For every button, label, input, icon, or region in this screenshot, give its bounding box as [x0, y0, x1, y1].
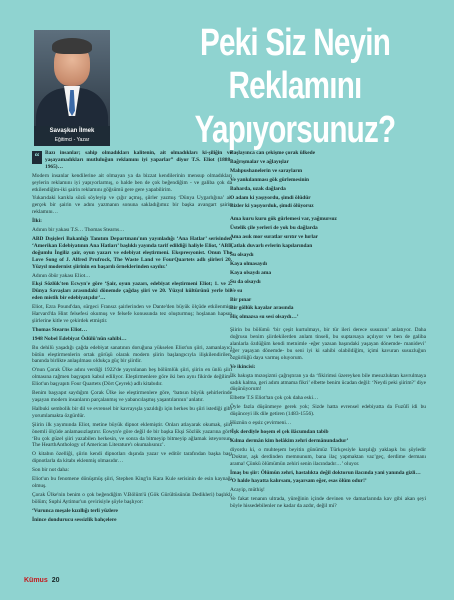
paragraph: diyordu ki, o muhteşem beyitin günümüz Türkçesiyle karşılığı yaklaşık bu şöyledir ‘Doktor, aşk derdinden memnunum, bana ilaç yapmaktan vaz’geç, derdime dermanı arama! Çünkü ölümümün zehiri senin ilacındadır…’ oluyor.: [230, 446, 426, 467]
poem-line: ‘İşk derdiyle hoşem el çek ilâcumdan tabib: [230, 429, 329, 435]
poem-line: Baharda, uzak dağlarda: [230, 185, 286, 192]
poem-line: O adam ki yaşıyordu, şimdi ölüdür: [230, 194, 311, 201]
author-name: Savaşkan İlmek: [49, 128, 95, 134]
poem-line: ‘Vurunca meşale kızıllığı terli yüzlere: [32, 507, 118, 514]
article-title: [190, 22, 401, 152]
paragraph: Adının öbür yakası Eliot…: [32, 272, 91, 279]
poem-line: Su da olsaydı: [230, 278, 261, 285]
paragraph: Bu dehilü yaşadığı çağda edebiyat sanatının doruğuna yükselen Eliot'un şiiri, zamanlayıcı bütün eleştirmenlerin ortak görüşü olarak modern şiirin başlangıcıyla ilişkilendirilen, banında birlikte anlaşılması oldukça güç bir şiirdir.: [32, 344, 232, 365]
poem-line: Kaya olsaydı ama: [230, 269, 272, 276]
poem-line: Kılma dermân kim helâkim zehri dermânundadur’: [230, 437, 349, 444]
paragraph: Benim başyapıt saydığım Çorak Ülke ise eleştirmenlere göre, ‘batısın büyük şehirlerinde yaşayan modern insanların parçalanmış ve yabancılaşmış yaşantılarının’ anlatır.: [32, 390, 232, 403]
paragraph: Modern insanlar kendilerine ait olmayan ya da bizzat kendilerinin mensup olmadıkları şeylerin reklamını iyi yapıyorlarmış, o halde ben de çok beğendiğim - ve galiba çok da etkilendiğim-iki şairin reklamını göğsümü gere gere yapabilirim.: [32, 172, 232, 193]
paragraph: İmaş bu şiir: Ölümün zehri, hastalıkta değil doktorun ilacında yani yanında gizli…: [230, 469, 421, 476]
poem-line: Hiç olmazsa su sesi olsaydı…’: [230, 314, 299, 321]
paragraph: Son bir not daha:: [32, 467, 69, 474]
paragraph: Ve ikincisi:: [230, 363, 256, 370]
right-column: [230, 150, 426, 512]
paragraph: Ve fakat tenanın ultrada, yüreğinin içinde devinen ve damarlarında kav gibi akan şeyi böyle hissedebilenler ne kadar da azdır, değil mi?: [230, 496, 426, 510]
title-line-1: Peki Siz Neyin: [199, 22, 391, 64]
author-caption: [34, 126, 110, 146]
poem-line: Bir göllük kayalar arasında: [230, 305, 294, 312]
paragraph: Acayip, müthiş!: [230, 487, 265, 494]
paragraph: Öyle fazla düşünmeye gerek yok; Sizde hatta evrensel edebiyatta da Fuzûlî idi bu düşünceyi ilk dile getiren (1483-1556).: [230, 404, 426, 418]
quote-mark-icon: “: [32, 151, 42, 164]
poem-line: Ama asık mor suratlar sırıtır ve hırlar: [230, 234, 319, 241]
poem-line: Bir pınar: [230, 296, 252, 303]
poem-line: İnince dondurucu sessizlik bahçelere: [32, 516, 117, 523]
paragraph: O'nun Çorak Ülke adını verdiği 1922'de yayınlanan beş bölümlük şiiri, şiirin en ünlü şiiri olmasına rağmen başyapıtı kabul ediliyor. Eleştirmenlere göre iki ben aynı fikirde değilim-Eliot'un başyapıtı Four Quartets (Dört Çeyrek) adlı kitabıdır.: [32, 367, 232, 388]
paragraph: Eliot'un bu fenomene dönüşmüş şiiri, Stephen King'in Kara Kule serisinin de esin kaynağı olmuş.: [32, 476, 232, 489]
poem-line: Başlayınca can çekişme çorak ülkede: [230, 150, 316, 156]
poem-line: Bizler ki yaşıyorduk, şimdi ölüyoruz: [230, 203, 314, 210]
paragraph: ABD Dışişleri Bakanlığı Tanıtım Departmanı'nın yayınladığı ‘Ana Hatlar’ serisinden ‘Amerikan Edebiyatının Ana Hatları’ başlıklı yayında tarif edildiği haliyle Eliot, ‘ABD doğumlu İngiliz şair, oyun yazarı ve edebiyat eleştirmeni. Ekspresyonist. Onun The Love Song of J. Alfred Prufrock, The Waste Land ve FourQuartets adlı şiirleri 20. Yüzyıl modernist şiirinin en başarılı örneklerinden sayılır.’: [32, 235, 232, 270]
paragraph: Elbette T.S Eliot'tan çok çok daha eski…: [230, 395, 319, 402]
paragraph: Thomas Stearns Eliot…: [32, 326, 88, 333]
poem-line: Bağrışmalar ve ağlayışlar: [230, 158, 289, 165]
paragraph: “ Bazı insanlar; sahip olmadıkları kalitenin, ait olmadıkları ki-şiliğin ve yaşayamadıkları mutluluğun reklamını iyi yaparlar” diyor T.S. Eliot (1888-1965)…: [32, 150, 232, 171]
poem-line: Ve su: [230, 287, 243, 294]
magazine-logo: Kümus: [24, 577, 48, 584]
paragraph: Hüznün o eşsiz çevirmeni…: [230, 420, 292, 427]
poem-line: Çatlak duvarlı evlerin kapılarından: [230, 243, 313, 250]
paragraph: Şiirin ilk yayımında Eliot, metine büyük dipnot eklemiştir. Onları atlayarak okumak, şiiri önemli ölçüde anlamasızlaştırır. Eowyn'e göre değil de bir başka Ekşi Sözlük yazarına göre ‘Bu çok güzel şiiri yazabilen herkesin, ve sonra da bitmeyip bitmeyip ağlamak isteyorsun. The HearthAnthology of American Literature'ı okumalısınız’.: [32, 421, 232, 449]
poem-line: Kaya olmasaydı: [230, 260, 267, 267]
page-number: 20: [51, 577, 60, 584]
paragraph: 1948 Nobel Edebiyat Ödülü'nün sahibi…: [32, 335, 127, 342]
paragraph: Yukarıdaki karıkla sözü söyleyip ve çığır açmış, şiirler yazmış ‘Dünya Uygarlığına’ ait gerçek bir şairin ve adını yazmanın sonuna sakladığımız bir başka avangart şairin reklamını…: [32, 195, 232, 216]
poem-line: Su olsaydı: [230, 251, 254, 258]
paragraph: O kitabın özelliği, şiirin kendi dipnotları dışında yazar ve editör tarafından başka başı dipnotlarla da kitabı eklenmiş olmasıdır…: [32, 451, 232, 465]
paragraph: Adının bir yakası T.S… Thomas Stearns…: [32, 227, 125, 234]
author-role: Eğitimci - Yazar: [54, 137, 90, 143]
paragraph: Şiirin bu bölümü ‘bir çeşit kurtulmayı, bir tür ileri derece susuzun’ anlatıyor. Daha doğrusu benim şiirdekilerden anlam tinseli, bu suptarsaya açılıyor ve ben de galiba alanlarla özdüğüm kendi metnimle -eğer yazsan başındaki yaşayan dönemde- manidevi’ eğer yaşayan dönemde- bu seni iyi ki sahibi olabildiğim, içimi kavuran susuzluğun özgürlüğü daya varmış oluyorum.: [230, 327, 426, 361]
paragraph: İlk bakışta mızoşizmi çağrıştıran ya da ‘fikirimsi üzereyken bile mesuzluktan kavrulmaya sadık kalma, geri adım atmama fikri’ elbette benim ücadan değil: ‘Neydi peki şiirim?’ diye düşünüyorum!: [230, 372, 426, 393]
poem-line: Üstelik çile yerleri de yok bu dağlarda: [230, 225, 318, 232]
author-photo: [34, 30, 110, 126]
page-footer: [24, 577, 59, 584]
poem-line: Ama kuru kuru gök gürlemesi var, yağmursuz: [230, 216, 337, 223]
poem-line: Ve yankılanması gök gürlemesinin: [230, 176, 310, 183]
paragraph: Çorak Ülke'nin benim o çok beğendiğim V.Bölüm'ü (Gök Gürültüsünün Dedikleri) başlıklı bölüm; Suphi Aytimur'un çevirisiyle şöyle başlıyor:: [32, 491, 232, 505]
paragraph: Ekşi Sözlük'ten Ecwyn'e göre ‘Şair, oyun yazarı, edebiyat eleştirmeni Eliot; 1. ve 2. Dünya Savaşları arasındaki dönemde çağdaş şiiri ve 20. Yüzyıl kültürünü yerle bir eden mistik bir edebiyatçıdır’…: [32, 281, 232, 302]
title-line-2: Reklamını Yapıyorsunuz?: [194, 65, 396, 151]
paragraph: Halbuki sembolik bir dil ve evrensel bir kavrayışla yazıldığı için herkes bu şiiri istediği gibi yorumlamakta özgürdür.: [32, 405, 232, 419]
poem-line: Mahpushanelerin ve sarayların: [230, 167, 303, 174]
left-column: [32, 150, 232, 526]
paragraph: İlki:: [32, 218, 42, 225]
paragraph: Eliot, Ezra Pound'dan, sürgeci Fransız şairlerinden ve Dante'den büyük ölçüde etkilenmiş; Harvard'da Hint felsefesi okumuş ve felsefe konusunda tez oluşturmuş; hoşlanan hapsın şiirlerine kitle ve çekirdek etmiştir.: [32, 304, 232, 324]
paragraph: ‘O halde hayatta kalırsam, yaşarsam eğer, esas ölüm odur!’: [230, 478, 367, 485]
